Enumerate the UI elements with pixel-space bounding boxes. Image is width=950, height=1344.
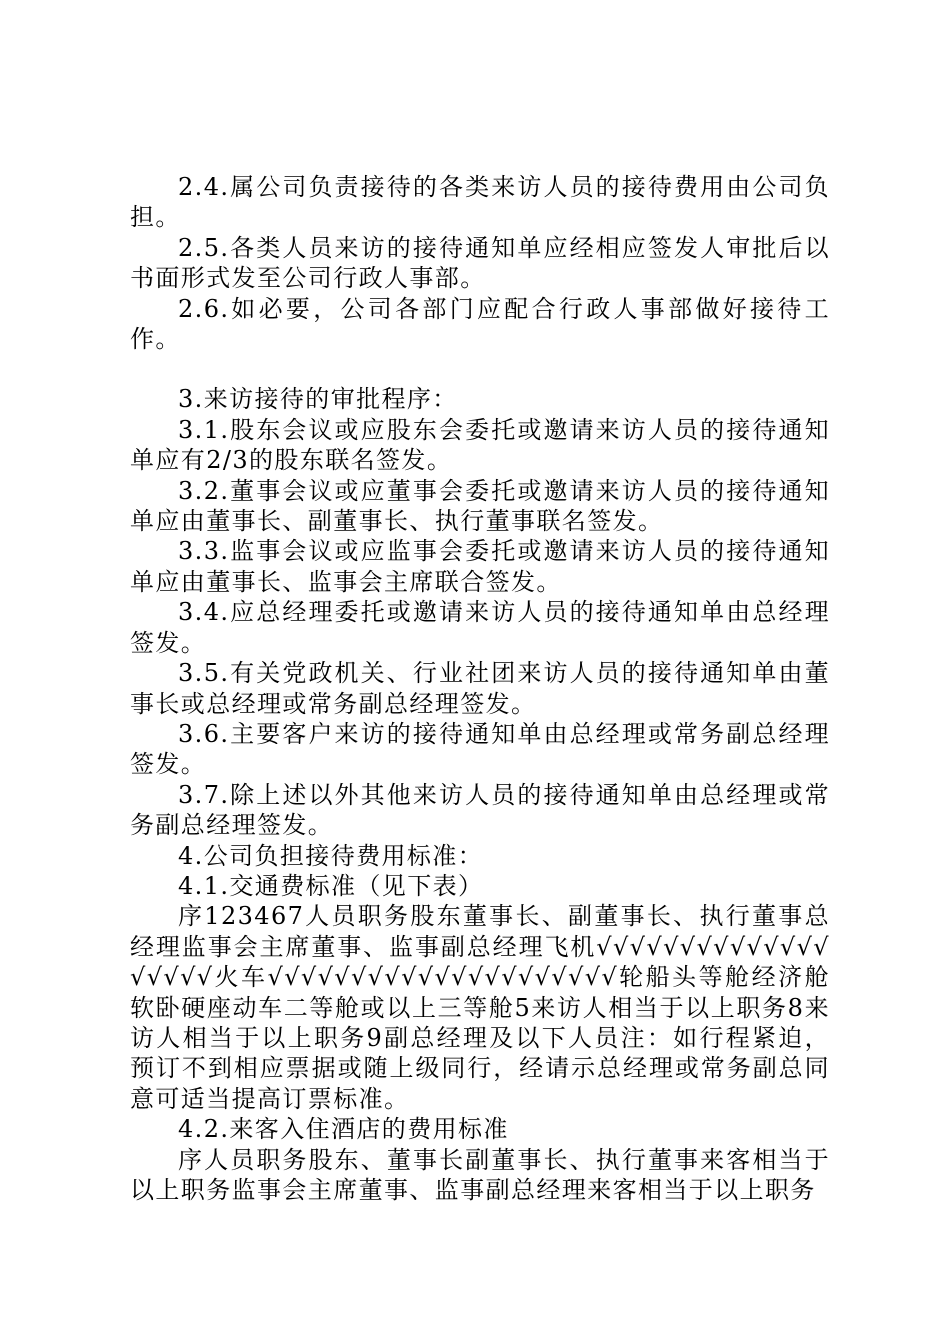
paragraph-2-5: 2.5.各类人员来访的接待通知单应经相应签发人审批后以书面形式发至公司行政人事部。: [130, 233, 830, 293]
paragraph-3-1: 3.1.股东会议或应股东会委托或邀请来访人员的接待通知单应有2/3的股东联名签发。: [130, 415, 830, 475]
paragraph-3-5: 3.5.有关党政机关、行业社团来访人员的接待通知单由董事长或总经理或常务副总经理签发。: [130, 659, 830, 718]
paragraph-3-3: 3.3.监事会议或应监事会委托或邀请来访人员的接待通知单应由董事长、监事会主席联合签发。: [130, 537, 830, 596]
paragraph-3-7: 3.7.除上述以外其他来访人员的接待通知单由总经理或常务副总经理签发。: [130, 780, 830, 840]
paragraph-2-6: 2.6.如必要，公司各部门应配合行政人事部做好接待工作。: [130, 294, 830, 354]
transport-table-text: 序123467人员职务股东董事长、副董事长、执行董事总经理监事会主席董事、监事副总经理飞机√√√√√√√√√√√√√√√√√√√火车√√√√√√√√√√√√√√√√√√√√√轮船头等舱经济舱软卧硬座动车二等舱或以上三等舱5来访人相当于以上职务8来访人相当于以上职务9副总经理及以下人员注：如行程紧迫，预订不到相应票据或随上级同行，经请示总经理或常务副总同意可适当提高订票标准。: [130, 902, 830, 1113]
heading-4: 4.公司负担接待费用标准：: [178, 841, 484, 870]
paragraph-4-1: 4.1.交通费标准（见下表）: [178, 871, 484, 900]
paragraph-2-4: 2.4.属公司负责接待的各类来访人员的接待费用由公司负担。: [130, 173, 830, 232]
paragraph-3-4: 3.4.应总经理委托或邀请来访人员的接待通知单由总经理签发。: [130, 598, 830, 657]
document-body: [130, 172, 830, 1205]
hotel-table-text: 序人员职务股东、董事长副董事长、执行董事来客相当于以上职务监事会主席董事、监事副总经理来客相当于以上职务: [130, 1145, 830, 1204]
paragraph-4-2: 4.2.来客入住酒店的费用标准: [178, 1115, 509, 1144]
paragraph-3-6: 3.6.主要客户来访的接待通知单由总经理或常务副总经理签发。: [130, 719, 830, 779]
heading-3: 3.来访接待的审批程序：: [178, 385, 458, 414]
paragraph-gap: [130, 354, 830, 384]
paragraph-3-2: 3.2.董事会议或应董事会委托或邀请来访人员的接待通知单应由董事长、副董事长、执行董事联名签发。: [130, 476, 830, 536]
